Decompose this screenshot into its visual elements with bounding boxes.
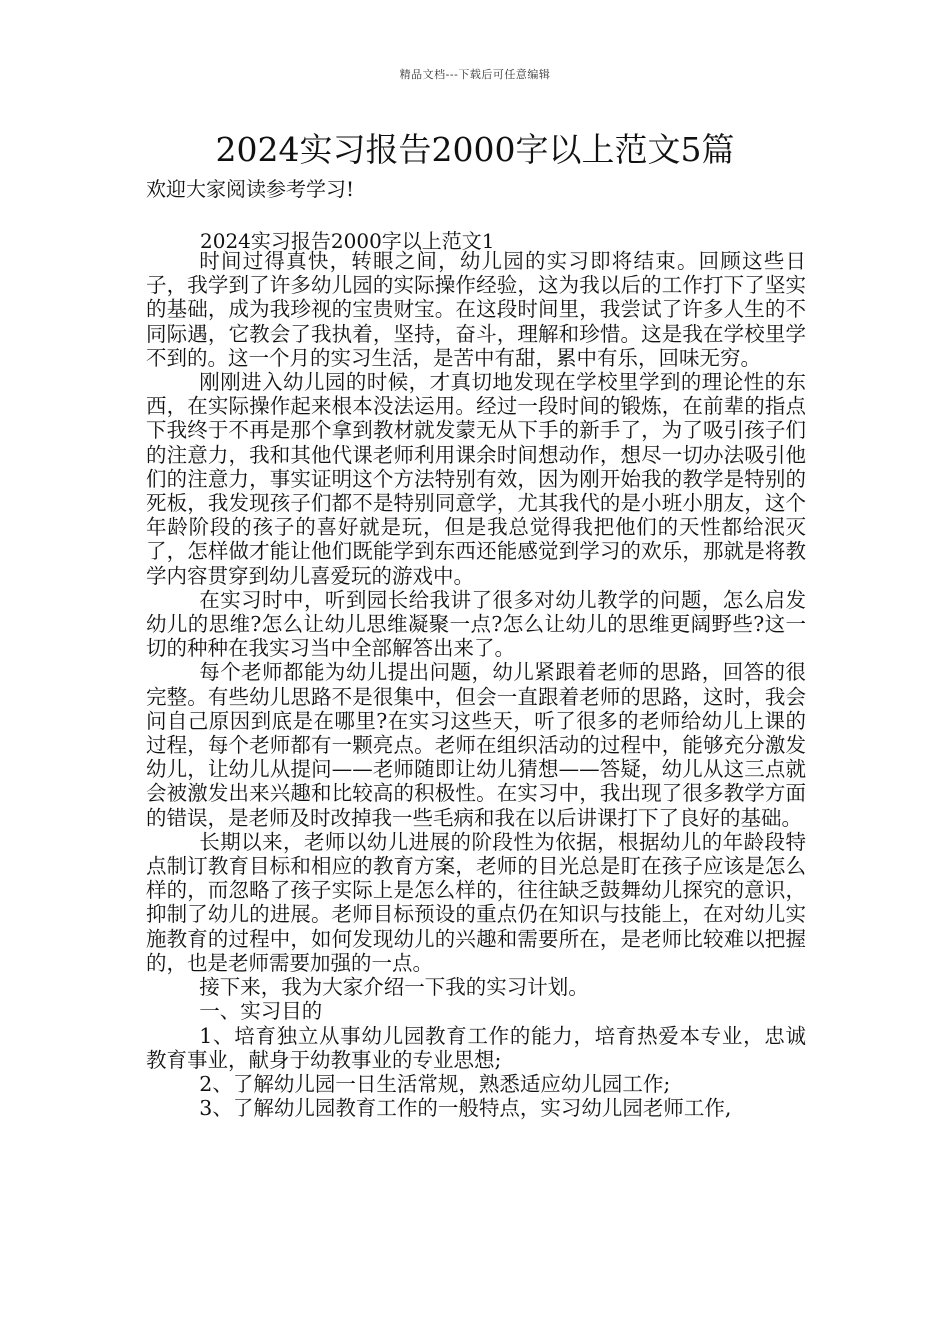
list-item: 1、培育独立从事幼儿园教育工作的能力，培育热爱本专业，忠诚教育事业，献身于幼教事业的专业思想;: [146, 1023, 806, 1072]
welcome-line: 欢迎大家阅读参考学习!: [146, 177, 355, 201]
list-item: 3、了解幼儿园教育工作的一般特点，实习幼儿园老师工作,: [199, 1096, 732, 1121]
body-text: [146, 249, 806, 1120]
document-title: 2024实习报告2000字以上范文5篇: [215, 130, 735, 169]
paragraph: 在实习时中，听到园长给我讲了很多对幼儿教学的问题，怎么启发幼儿的思维?怎么让幼儿思维凝聚一点?怎么让幼儿的思维更阔野些?这一切的种种在我实习当中全部解答出来了。: [146, 587, 806, 661]
paragraph: 接下来，我为大家介绍一下我的实习计划。: [199, 975, 589, 1000]
subheading: 一、实习目的: [199, 999, 323, 1024]
paragraph: 时间过得真快，转眼之间，幼儿园的实习即将结束。回顾这些日子，我学到了许多幼儿园的实际操作经验，这为我以后的工作打下了坚实的基础，成为我珍视的宝贵财宝。在这段时间里，我尝试了许多人生的不同际遇，它教会了我执着，坚持，奋斗，理解和珍惜。这是我在学校里学不到的。这一个月的实习生活，是苦中有甜，累中有乐，回味无穷。: [146, 249, 806, 370]
paragraph: 刚刚进入幼儿园的时候，才真切地发现在学校里学到的理论性的东西，在实际操作起来根本没法运用。经过一段时间的锻炼，在前辈的指点下我终于不再是那个拿到教材就发蒙无从下手的新手了，为了吸引孩子们的注意力，我和其他代课老师利用课余时间想动作，想尽一切办法吸引他们的注意力，事实证明这个方法特别有效，因为刚开始我的教学是特别的死板，我发现孩子们都不是特别同意学，尤其我代的是小班小朋友，这个年龄阶段的孩子的喜好就是玩，但是我总觉得我把他们的天性都给泯灭了，怎样做才能让他们既能学到东西还能感觉到学习的欢乐，那就是将教学内容贯穿到幼儿喜爱玩的游戏中。: [146, 370, 806, 588]
section-heading: 2024实习报告2000字以上范文1: [200, 229, 495, 253]
list-item: 2、了解幼儿园一日生活常规，熟悉适应幼儿园工作;: [199, 1071, 671, 1096]
header-note: 精品文档---下载后可任意编辑: [399, 68, 551, 81]
paragraph: 长期以来，老师以幼儿进展的阶段性为依据，根据幼儿的年龄段特点制订教育目标和相应的教育方案，老师的目光总是盯在孩子应该是怎么样的，而忽略了孩子实际上是怎么样的，往往缺乏鼓舞幼儿探究的意识，抑制了幼儿的进展。老师目标预设的重点仍在知识与技能上，在对幼儿实施教育的过程中，如何发现幼儿的兴趣和需要所在，是老师比较难以把握的，也是老师需要加强的一点。: [146, 829, 806, 975]
paragraph: 每个老师都能为幼儿提出问题，幼儿紧跟着老师的思路，回答的很完整。有些幼儿思路不是很集中，但会一直跟着老师的思路，这时，我会问自己原因到底是在哪里?在实习这些天，听了很多的老师给幼儿上课的过程，每个老师都有一颗亮点。老师在组织活动的过程中，能够充分激发幼儿，让幼儿从提问——老师随即让幼儿猜想——答疑，幼儿从这三点就会被激发出来兴趣和比较高的积极性。在实习中，我出现了很多教学方面的错误，是老师及时改掉我一些毛病和我在以后讲课打下了良好的基础。: [146, 660, 806, 830]
